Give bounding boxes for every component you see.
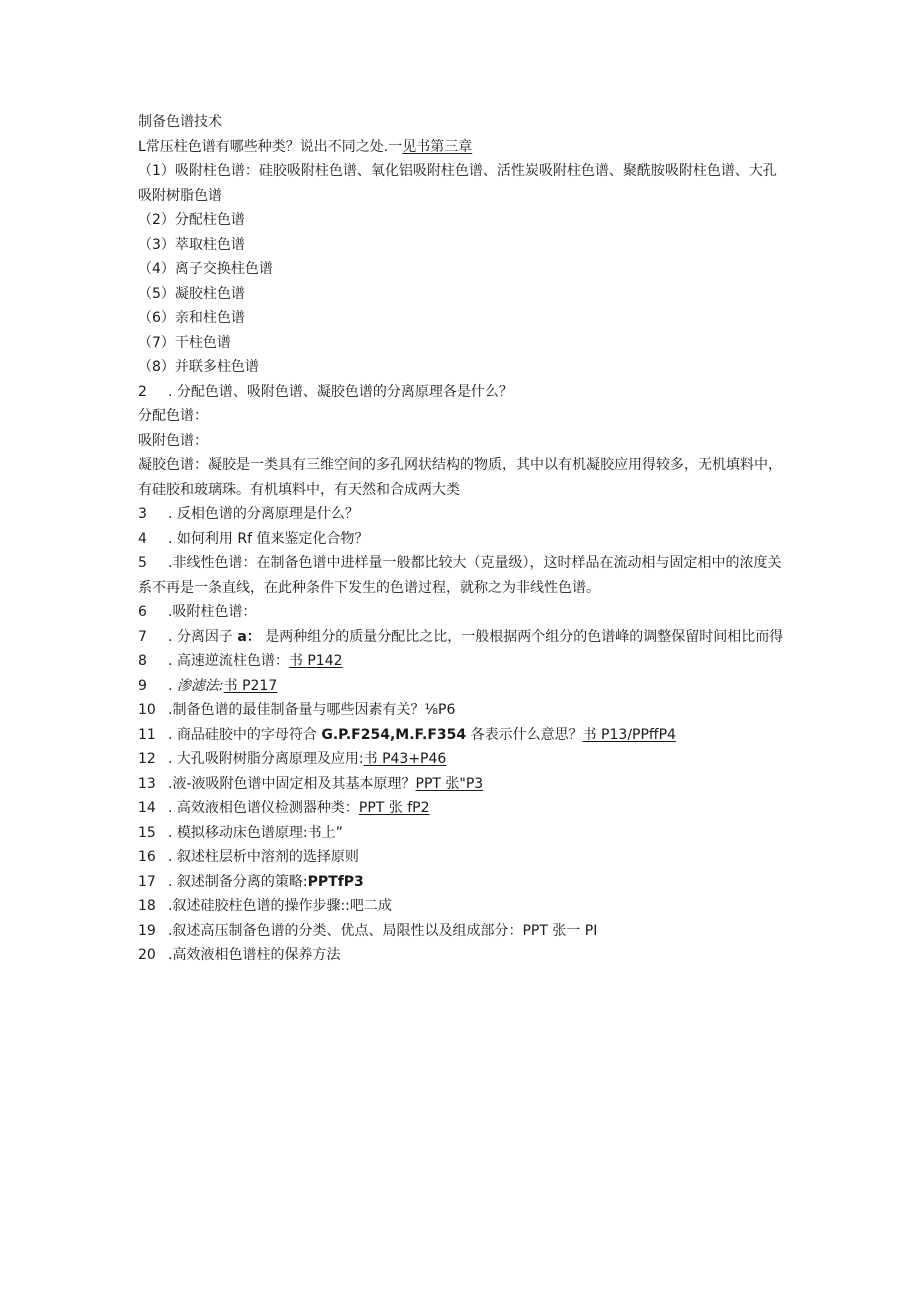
question-12-number: 12 — [138, 751, 156, 767]
question-19 — [138, 919, 788, 944]
question-8 — [138, 649, 788, 674]
question-1-ref: 见书第三章 — [402, 138, 473, 155]
question-7 — [138, 625, 788, 650]
answer-1-item: （1）吸附柱色谱：硅胶吸附柱色谱、氧化铝吸附柱色谱、活性炭吸附柱色谱、聚酰胺吸附柱色谱、大孔吸附树脂色谱 — [138, 163, 777, 204]
question-7-symbol: a： — [237, 628, 261, 645]
question-17-text: . 叙述制备分离的策略: — [168, 873, 308, 890]
question-7-prefix: . 分离因子 — [168, 628, 238, 645]
question-2-number: 2 — [138, 383, 147, 400]
question-10-text: .制备色谱的最佳制备量与哪些因素有关？⅛P6 — [168, 702, 456, 718]
question-2 — [138, 380, 788, 405]
question-15-text: . 模拟移动床色谱原理:书上” — [168, 824, 343, 841]
question-18 — [138, 894, 788, 919]
question-5 — [138, 551, 788, 600]
question-12-ref: 书 P43+P46 — [363, 751, 447, 767]
answer-1-item: （5）凝胶柱色谱 — [138, 285, 245, 302]
question-11-prefix: . 商品硅胶中的字母符合 — [168, 726, 322, 743]
question-11 — [138, 723, 788, 748]
question-4-text: . 如何利用 Rf 值来鉴定化合物？ — [168, 530, 369, 547]
question-1-text: L常压柱色谱有哪些种类？说出不同之处.一 — [138, 138, 403, 155]
question-20 — [138, 943, 788, 968]
question-12-text: . 大孔吸附树脂分离原理及应用: — [168, 751, 364, 767]
answer-1-item: （8）并联多柱色谱 — [138, 359, 259, 375]
answer-1-item: （2）分配柱色谱 — [138, 212, 245, 228]
question-14-text: . 高效液相色谱仪检测器种类： — [168, 800, 359, 816]
question-8-ref: 书 P142 — [288, 653, 343, 669]
question-6 — [138, 600, 788, 625]
question-7-text: 是两种组分的质量分配比之比，一般根据两个组分的色谱峰的调整保留时间相比而得 — [260, 628, 784, 645]
question-1 — [138, 135, 788, 160]
document-body — [138, 110, 788, 968]
question-16-text: . 叙述柱层析中溶剂的选择原则 — [168, 849, 359, 865]
question-5-number: 5 — [138, 555, 147, 571]
question-17-ref: PPTfP3 — [307, 873, 364, 890]
question-19-text: .叙述高压制备色谱的分类、优点、局限性以及组成部分：PPT 张一 PI — [168, 922, 598, 939]
document-title: 制备色谱技术 — [138, 114, 222, 130]
question-9 — [138, 674, 788, 699]
question-11-codes: G.P.F254,M.F.F354 — [321, 726, 467, 743]
question-9-text: . — [168, 677, 177, 694]
question-11-ref: 书 P13∕PPffP4 — [582, 726, 676, 743]
question-9-italic: 渗滤法: — [176, 677, 224, 694]
question-16-number: 16 — [138, 849, 156, 865]
question-7-number: 7 — [138, 628, 147, 645]
question-16 — [138, 845, 788, 870]
question-17 — [138, 870, 788, 895]
question-14-ref: PPT 张 fP2 — [358, 800, 430, 816]
question-8-number: 8 — [138, 653, 147, 669]
answer-1-item: （7）干柱色谱 — [138, 334, 231, 351]
question-4 — [138, 527, 788, 552]
question-14-number: 14 — [138, 800, 156, 816]
question-18-text: .叙述硅胶柱色谱的操作步骤::吧二成 — [168, 898, 392, 914]
question-8-text: . 高速逆流柱色谱： — [168, 653, 289, 669]
answer-2-gel: 凝胶色谱：凝胶是一类具有三维空间的多孔网状结构的物质，其中以有机凝胶应用得较多，无机填料中，有硅胶和玻璃珠。有机填料中，有天然和合成两大类 — [138, 457, 782, 498]
question-9-ref: 书 P217 — [223, 677, 278, 694]
question-15-number: 15 — [138, 824, 156, 841]
answer-2-partition: 分配色谱： — [138, 408, 208, 424]
question-3-text: . 反相色谱的分离原理是什么？ — [168, 506, 359, 522]
question-19-number: 19 — [138, 922, 156, 939]
question-10 — [138, 698, 788, 723]
question-10-number: 10 — [138, 702, 156, 718]
question-9-number: 9 — [138, 677, 147, 694]
answer-2-adsorption: 吸附色谱： — [138, 432, 208, 449]
question-17-number: 17 — [138, 873, 156, 890]
answer-1-item: （3）萃取柱色谱 — [138, 236, 245, 253]
question-5-text: .非线性色谱：在制备色谱中进样量一般都比较大（克量级），这时样品在流动相与固定相中的浓度关系不再是一条直线，在此种条件下发生的色谱过程，就称之为非线性色谱。 — [138, 555, 782, 596]
question-3 — [138, 502, 788, 527]
answer-1-item: （6）亲和柱色谱 — [138, 310, 245, 326]
question-14 — [138, 796, 788, 821]
question-13-number: 13 — [138, 775, 156, 792]
question-15 — [138, 821, 788, 846]
question-2-text: . 分配色谱、吸附色谱、凝胶色谱的分离原理各是什么？ — [168, 383, 513, 400]
answer-1-item: （4）离子交换柱色谱 — [138, 261, 273, 277]
question-13-ref: PPT 张"P3 — [415, 775, 484, 792]
question-6-number: 6 — [138, 604, 147, 620]
question-13-text: .液-液吸附色谱中固定相及其基本原理？ — [168, 775, 416, 792]
question-4-number: 4 — [138, 530, 147, 547]
question-6-text: .吸附柱色谱： — [168, 604, 257, 620]
question-12 — [138, 747, 788, 772]
question-3-number: 3 — [138, 506, 147, 522]
question-18-number: 18 — [138, 898, 156, 914]
question-11-text: 各表示什么意思？ — [466, 726, 583, 743]
question-11-number: 11 — [138, 726, 156, 743]
question-20-number: 20 — [138, 947, 156, 963]
question-20-text: .高效液相色谱柱的保养方法 — [168, 947, 341, 963]
question-13 — [138, 772, 788, 797]
